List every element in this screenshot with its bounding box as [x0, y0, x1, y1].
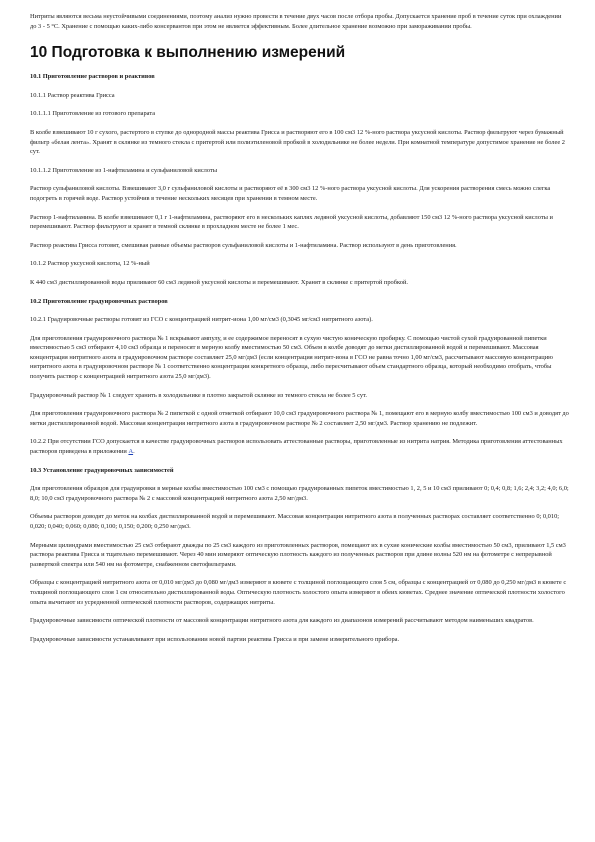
heading-10-1-2: 10.1.2 Раствор уксусной кислоты, 12 %-ный: [30, 260, 150, 268]
paragraph-cuvettes: Образцы с концентрацией нитритного азота от 0,010 мг/дм3 до 0,080 мг/дм3 измеряют в кювете с толщиной поглощающего слоя 5 см, образцы с концентрацией от 0,080 до 0,250 мг/дм3 в кювете с толщиной поглощающего слоя 1 см относительно дистиллированной воды. Оптическую плотность холостого опыта измеряют в обеих кюветах. Среднее значение оптической плотности холостого опыта вычитают из усредненной оптической плотности растворов, содержащих нитриты.: [30, 579, 567, 606]
paragraph-recalibration: Градуировочные зависимости устанавливают при использовании новой партии реактива Грисса и при замене измерительного прибора.: [30, 635, 400, 643]
paragraph-10-2-2: [30, 437, 569, 456]
paragraph-solution-2: Для приготовления градуировочного раствора № 2 пипеткой с одной отметкой отбирают 10,0 см3 градуировочного раствора № 1, помещают его в мерную колбу вместимостью 100 см3 и доводят до метки дистиллированной водой. Массовая концентрация нитритного азота в градуировочном растворе № 2 составляет 2,50 мг/дм3. Раствор хранению не подлежит.: [30, 410, 569, 427]
section-title: 10 Подготовка к выполнению измерений: [30, 44, 346, 62]
heading-10-2: 10.2 Приготовление градуировочных растворов: [30, 297, 168, 305]
heading-10-1-1-1: 10.1.1.1 Приготовление из готового препарата: [30, 110, 156, 118]
heading-10-1: 10.1 Приготовление растворов и реактивов: [30, 73, 155, 81]
paragraph-griess-mix: Раствор реактива Грисса готовят, смешивая равные объемы растворов сульфаниловой кислоты и 1-нафтиламина. Раствор используют в день приготовления.: [30, 241, 457, 249]
heading-10-1-1: 10.1.1 Раствор реактива Грисса: [30, 91, 115, 99]
paragraph-griess-prep: В колбе взвешивают 10 г сухого, растертого в ступке до однородной массы реактива Грисса и растворяют его в 100 см3 12 %-ного раствора уксусной кислоты. Раствор фильтруют через бумажный фильтр «белая лента». Хранят в склянке из темного стекла с притертой или полиэтиленовой пробкой в холодильнике не более недели. При комнатной температуре допустимое хранение не более 2 сут.: [30, 128, 565, 156]
paragraph-solution-1: Для приготовления градуировочного раствора № 1 вскрывают ампулу, и ее содержимое переносят в сухую чистую коническую пробирку. С помощью чистой сухой градуированной пипетки вместимостью 5 см3 отбирают 4,10 см3 образца и переносят в мерную колбу вместимостью 50 см3. Объем в колбе доводят до метки дистиллированной водой и перемешивают. Массовая концентрация нитритного азота в градуировочном растворе составляет 25,0 мг/дм3 (если концентрация нитрит-иона в ГСО не равна точно 1,00 мг/см3, рассчитывают массовую концентрацию нитритного азота в градуировочном растворе № 1 соответственно концентрации конкретного образца, либо пересчитывают объем стандартного образца, который необходимо отобрать, чтобы получить раствор с концентрацией нитритного азота 25,0 мг/дм3).: [30, 334, 553, 381]
appendix-a-link[interactable]: А: [128, 448, 134, 456]
paragraph-naphthylamine: Раствор 1-нафтиламина. В колбе взвешивают 0,1 г 1-нафтиламина, растворяют его в нескольких каплях ледяной уксусной кислоты, добавляют 150 см3 12 %-ного раствора уксусной кислоты и перемешивают. Раствор фильтруют и хранят в темной склянке в прохладном месте не более 1 мес.: [30, 213, 553, 231]
paragraph-10-2-2-text: 10.2.2 При отсутствии ГСО допускается в качестве градуировочных растворов использовать аттестованные растворы, приготовленные из нитрита натрия. Методика приготовления аттестованных растворов приведена в приложении: [30, 438, 563, 456]
paragraph-10-2-2-end: .: [133, 448, 135, 456]
heading-10-1-1-2: 10.1.1.2 Приготовление из 1-нафтиламина и сульфаниловой кислоты: [30, 166, 218, 174]
paragraph-acetic-acid: К 440 см3 дистиллированной воды приливают 60 см3 ледяной уксусной кислоты и перемешивают. Хранят в склянке с притертой пробкой.: [30, 278, 408, 286]
paragraph-calibration-samples: Для приготовления образцов для градуировки в мерные колбы вместимостью 100 см3 с помощью градуированных пипеток вместимостью 1, 2, 5 и 10 см3 приливают 0; 0,4; 0,8; 1,6; 2,4; 3,2; 4,0; 6,0; 8,0; 10,0 см3 градуировочного раствора № 2 с массовой концентрацией нитритного азота 2,50 мг/дм3.: [30, 485, 569, 502]
heading-10-3: 10.3 Установление градуировочных зависимостей: [30, 466, 174, 474]
paragraph-calibration-volumes: Объемы растворов доводят до меток на колбах дистиллированной водой и перемешивают. Массовая концентрация нитритного азота в полученных растворах составляет соответственно 0; 0,010; 0,020; 0,040; 0,060; 0,080; 0,100; 0,150; 0,200; 0,250 мг/дм3.: [30, 513, 560, 530]
paragraph-sulfanilic-acid: Раствор сульфаниловой кислоты. Взвешивают 3,0 г сульфаниловой кислоты и растворяют её в 300 см3 12 %-ного раствора уксусной кислоты. Для ускорения растворения смесь можно слегка подогреть в горячей воде. Раствор устойчив в течение нескольких месяцев при хранении в темном месте.: [30, 185, 551, 202]
paragraph-calibration-measure: Мерными цилиндрами вместимостью 25 см3 отбирают дважды по 25 см3 каждого из приготовленных растворов, помещают их в сухие конические колбы вместимостью 50 см3, приливают 1,5 см3 раствора реактива Грисса и тщательно перемешивают. Через 40 мин измеряют оптическую плотность каждого из полученных растворов при длине волны 520 нм на фотометре с непрерывной разверткой спектра или 540 нм на фотометре, снабженном светофильтрами.: [30, 541, 566, 568]
paragraph-10-2-1: 10.2.1 Градуировочные растворы готовят из ГСО с концентрацией нитрит-иона 1,00 мг/см3 (0,3045 мг/см3 нитритного азота).: [30, 316, 373, 324]
paragraph-solution-1-storage: Градуировочный раствор № 1 следует хранить в холодильнике в плотно закрытой склянке из темного стекла не более 5 сут.: [30, 391, 367, 399]
intro-paragraph: Нитриты являются весьма неустойчивыми соединениями, поэтому анализ нужно провести в течение двух часов после отбора пробы. Допускается хранение проб в течение суток при охлаждении до 3 - 5 °С. Хранение с помощью каких-либо консервантов при этом не является эффективным. Более длительное хранение возможно при замораживании пробы.: [30, 13, 562, 30]
paragraph-least-squares: Градуировочные зависимости оптической плотности от массовой концентрации нитритного азота для каждого из диапазонов измерений рассчитывают методом наименьших квадратов.: [30, 617, 534, 625]
